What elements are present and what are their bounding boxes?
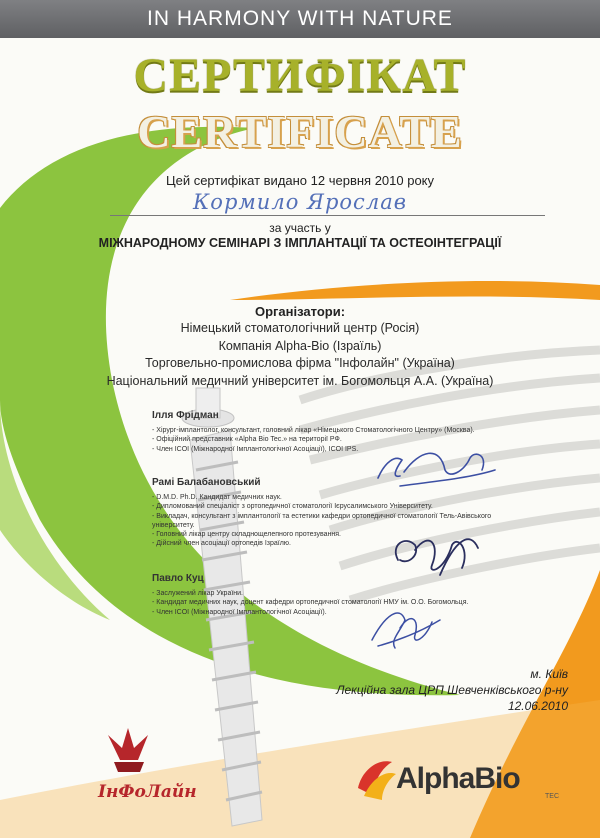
place-venue: Лекційна зала ЦРП Шевченківського р-ну — [336, 683, 568, 697]
signature-kuts — [372, 613, 440, 648]
tagline-banner — [0, 0, 600, 38]
tagline-text: IN HARMONY WITH NATURE — [147, 7, 453, 30]
lecturer-detail: - Дійсний член асоціації ортопедів Ізраїлю. — [152, 539, 512, 548]
organizers-list — [0, 320, 600, 390]
issued-text: Цей сертифікат видано 12 червня 2010 року — [165, 173, 435, 188]
organizer-item: Компанія Alpha-Bio (Ізраїль) — [218, 338, 382, 353]
lecturer-detail: - Член ICOI (Міжнародної Імплантологічної Асоціації), ICOI IPS. — [152, 445, 492, 454]
lecturer-detail: - Кандидат медичних наук, доцент кафедри ортопедичної стоматології НМУ ім. О.О. Богомольця. — [152, 598, 492, 607]
organizer-item: Німецький стоматологічний центр (Росія) — [180, 321, 420, 335]
lecturer-friedman — [152, 410, 492, 454]
lecturer-details — [152, 493, 512, 549]
lecturer-detail: - D.M.D. Ph.D. Кандидат медичних наук. — [152, 493, 512, 502]
lecturer-detail: - Головний лікар центру складнощелепного протезування. — [152, 530, 512, 539]
participation-text: за участь у — [269, 221, 331, 235]
lecturer-name: Рамі Балабановський — [152, 477, 261, 488]
alphabio-logo-suffix: TEC — [545, 793, 559, 800]
infoline-crown-logo — [108, 728, 148, 772]
lecturer-name: Ілля Фрідман — [152, 410, 219, 421]
title-ukrainian: СЕРТИФІКАТ — [133, 49, 467, 102]
organizer-item: Національний медичний університет ім. Богомольця А.А. (Україна) — [106, 373, 494, 388]
lecturer-details — [152, 426, 492, 454]
lecturer-detail: - Дипломований спеціаліст з ортопедичної стоматології Ієрусалимського Університету. — [152, 502, 512, 511]
lecturer-detail: - Офіційний представник «Alpha Bio Tec.» на території РФ. — [152, 435, 492, 444]
name-underline — [110, 215, 545, 216]
lecturer-detail: - Хірург-імплантолог, консультант, головний лікар «Німецького Стоматологічного Центру» (Москва). — [152, 426, 492, 435]
alphabio-logo-text: AlphaBio — [396, 762, 520, 795]
lecturer-name: Павло Куц — [152, 573, 204, 584]
organizer-item: Торговельно-промислова фірма "Інфолайн" (Україна) — [145, 356, 455, 370]
orange-band-top — [230, 281, 600, 300]
lecturer-balabanovsky — [152, 477, 512, 549]
lecturer-kuts — [152, 573, 492, 617]
lecturer-detail: - Викладач, консультант з імплантології та естетики кафедри ортопедичної стоматології Тель-Авівського університету. — [152, 512, 512, 531]
lecturer-details — [152, 589, 492, 617]
seminar-title: МІЖНАРОДНОМУ СЕМІНАРІ З ІМПЛАНТАЦІЇ ТА ОСТЕОІНТЕГРАЦІЇ — [98, 236, 502, 250]
infoline-logo-text: ІнФоЛайн — [98, 782, 197, 802]
place-and-date — [300, 666, 568, 714]
lecturer-detail: - Заслужений лікар України. — [152, 589, 492, 598]
place-date: 12.06.2010 — [507, 699, 568, 713]
recipient-handwritten-name: Кормило Ярослав — [193, 190, 407, 214]
lecturer-detail: - Член ICOI (Міжнародної Імплантологічної Асоціації). — [152, 608, 492, 617]
title-english: CERTIFICATE — [137, 106, 463, 157]
organizers-heading: Організатори: — [254, 304, 346, 319]
place-city: м. Київ — [530, 667, 568, 681]
